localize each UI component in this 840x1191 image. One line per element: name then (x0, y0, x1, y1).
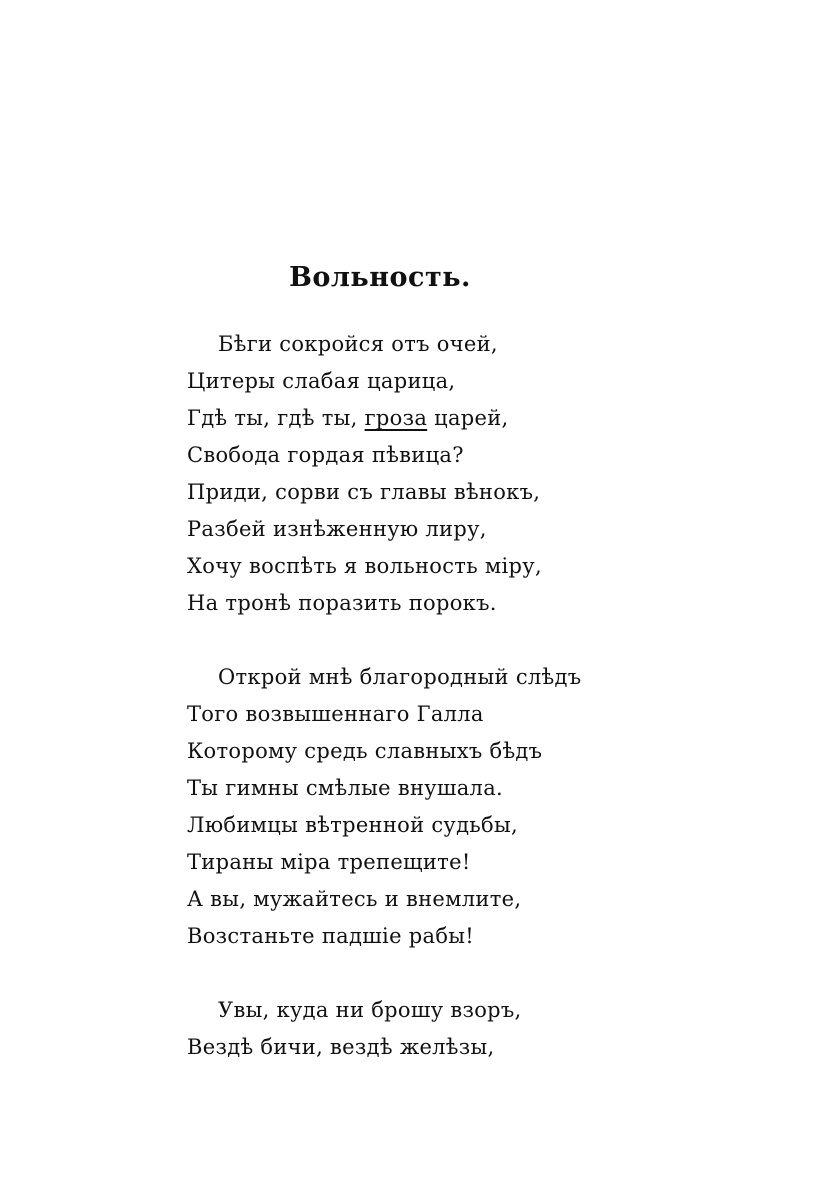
poem-line: Свобода гордая пѣвица? (187, 443, 464, 467)
poem-line: Того возвышеннаго Галла (187, 702, 484, 726)
poem-line: Открой мнѣ благородный слѣдъ (218, 665, 582, 689)
poem-line: Хочу воспѣть я вольность міру, (187, 554, 542, 578)
stanza-3 (187, 992, 787, 1066)
poem-line: Любимцы вѣтренной судьбы, (187, 813, 518, 837)
poem-line: Ты гимны смѣлые внушала. (187, 776, 503, 800)
line-part-before: Гдѣ ты, гдѣ ты, (187, 406, 365, 430)
poem-line: На тронѣ поразить порокъ. (187, 591, 497, 615)
underlined-word: гроза (364, 406, 428, 430)
stanza-1 (187, 326, 787, 622)
poem-line: Бѣги сокройся отъ очей, (218, 332, 498, 356)
stanza-2 (187, 659, 787, 955)
poem-line: А вы, мужайтесь и внемлите, (187, 887, 522, 911)
poem-line: Вездѣ бичи, вездѣ желѣзы, (187, 1035, 495, 1059)
poem-line: Увы, куда ни брошу взоръ, (218, 998, 522, 1022)
poem-line: Цитеры слабая царица, (187, 369, 456, 393)
poem-line: Возстаньте падшіе рабы! (187, 924, 475, 948)
poem-line: Приди, сорви съ главы вѣнокъ, (187, 480, 541, 504)
poem-title: Вольность. (289, 262, 471, 293)
poem-line: Тираны міра трепещите! (187, 850, 471, 874)
poem-line: Разбей изнѣженную лиру, (187, 517, 487, 541)
poem-body (187, 326, 787, 1066)
poem-line: Которому средь славныхъ бѣдъ (187, 739, 543, 763)
poem-line-underlined (187, 400, 787, 437)
line-part-after: царей, (427, 406, 509, 430)
